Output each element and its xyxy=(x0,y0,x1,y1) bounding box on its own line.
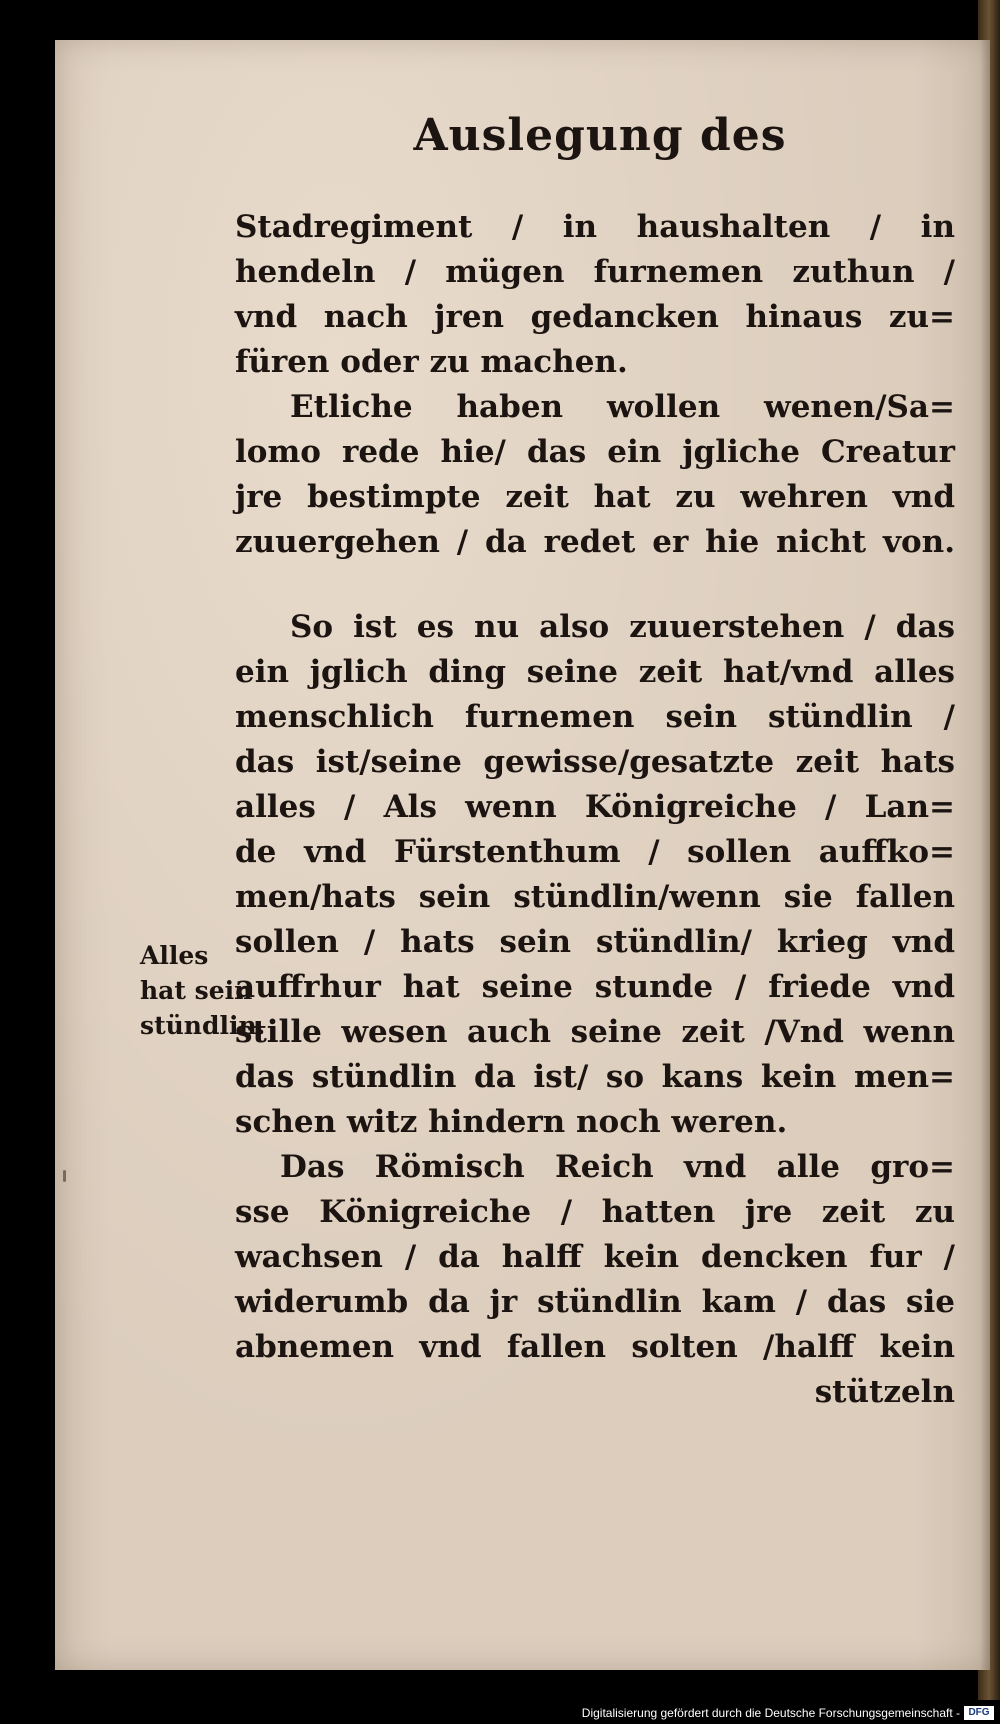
catchword: stützeln xyxy=(814,1374,955,1410)
text-line: ein jglich ding seine zeit hat/vnd alles xyxy=(235,654,955,690)
text-line: So ist es nu also zuuerstehen / das xyxy=(290,609,955,645)
text-line: hendeln / mügen furnemen zuthun / xyxy=(235,254,955,290)
text-line: Das Römisch Reich vnd alle gro= xyxy=(280,1149,955,1185)
body-text xyxy=(235,205,955,1415)
dfg-credit-text: Digitalisierung gefördert durch die Deutsche Forschungsgemeinschaft - xyxy=(581,1706,960,1720)
text-line: menschlich furnemen sein stündlin / xyxy=(235,699,955,735)
text-line: Stadregiment / in haushalten / in xyxy=(235,209,955,245)
text-line: vnd nach jren gedancken hinaus zu= xyxy=(235,299,955,335)
text-line: widerumb da jr stündlin kam / das sie xyxy=(235,1284,955,1320)
text-line: alles / Als wenn Königreiche / Lan= xyxy=(235,789,955,825)
text-line: schen witz hindern noch weren. xyxy=(235,1104,788,1140)
marginal-note-line: Alles xyxy=(140,941,209,970)
text-line: füren oder zu machen. xyxy=(235,344,628,380)
text-line: wachsen / da halff kein dencken fur / xyxy=(235,1239,955,1275)
text-line: sollen / hats sein stündlin/ krieg vnd xyxy=(235,924,955,960)
text-line: Etliche haben wollen wenen/Sa= xyxy=(290,389,955,425)
marginal-note xyxy=(140,938,270,1043)
running-head: Auslegung des xyxy=(413,110,787,161)
text-line: men/hats sein stündlin/wenn sie fallen xyxy=(235,879,955,915)
marginal-note-line: hat sein xyxy=(140,976,253,1005)
text-line: sse Königreiche / hatten jre zeit zu xyxy=(235,1194,955,1230)
page-edge-shadow xyxy=(980,40,990,1670)
text-line: das stündlin da ist/ so kans kein men= xyxy=(235,1059,955,1095)
dfg-logo: DFG xyxy=(964,1706,994,1720)
text-line: auffrhur hat seine stunde / friede vnd xyxy=(235,969,955,1005)
text-line: stille wesen auch seine zeit /Vnd wenn xyxy=(235,1014,955,1050)
text-line: das ist/seine gewisse/gesatzte zeit hats xyxy=(235,744,955,780)
text-line: lomo rede hie/ das ein jgliche Creatur xyxy=(235,434,955,470)
text-line: zuuergehen / da redet er hie nicht von. xyxy=(235,524,955,560)
page-speck xyxy=(63,1170,66,1182)
text-line: jre bestimpte zeit hat zu wehren vnd xyxy=(235,479,955,515)
footer-strip xyxy=(0,1700,1000,1724)
marginal-note-line: stündlin. xyxy=(140,1011,266,1040)
text-line: abnemen vnd fallen solten /halff kein xyxy=(235,1329,955,1365)
text-line: de vnd Fürstenthum / sollen auffko= xyxy=(235,834,955,870)
